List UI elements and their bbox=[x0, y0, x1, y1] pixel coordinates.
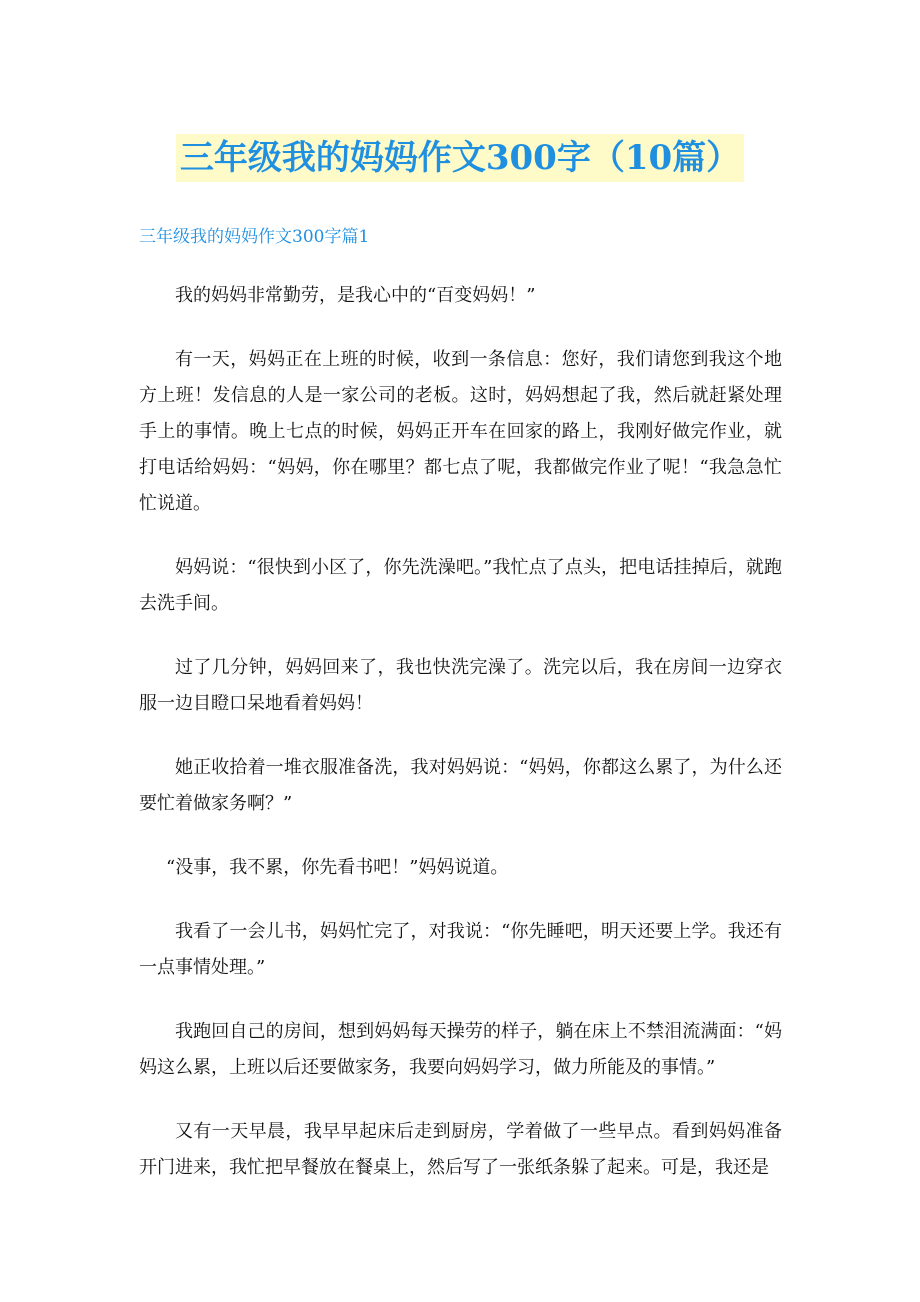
paragraph: 她正收拾着一堆衣服准备洗，我对妈妈说：“妈妈，你都这么累了，为什么还要忙着做家务啊？” bbox=[139, 757, 782, 814]
paragraph: 妈妈说：“很快到小区了，你先洗澡吧。”我忙点了点头，把电话挂掉后，就跑去洗手间。 bbox=[139, 557, 782, 614]
paragraph: “没事，我不累，你先看书吧！”妈妈说道。 bbox=[166, 857, 509, 878]
section-heading: 三年级我的妈妈作文300字篇1 bbox=[139, 227, 370, 247]
paragraph: 又有一天早晨，我早早起床后走到厨房，学着做了一些早点。看到妈妈准备开门进来，我忙把早餐放在餐桌上，然后写了一张纸条躲了起来。可是，我还是 bbox=[139, 1121, 782, 1178]
paragraph: 有一天，妈妈正在上班的时候，收到一条信息：您好，我们请您到我这个地方上班！发信息的人是一家公司的老板。这时，妈妈想起了我，然后就赶紧处理手上的事情。晚上七点的时候，妈妈正开车在回家的路上，我刚好做完作业，就打电话给妈妈：“妈妈，你在哪里？都七点了呢，我都做完作业了呢！“我急急忙忙说道。 bbox=[139, 349, 782, 514]
document-title: 三年级我的妈妈作文300字（10篇） bbox=[176, 134, 744, 182]
title-container bbox=[0, 134, 920, 182]
article-body bbox=[139, 278, 782, 1214]
paragraph: 我跑回自己的房间，想到妈妈每天操劳的样子，躺在床上不禁泪流满面：“妈妈这么累，上班以后还要做家务，我要向妈妈学习，做力所能及的事情。” bbox=[139, 1021, 782, 1078]
paragraph: 我的妈妈非常勤劳，是我心中的“百变妈妈！” bbox=[175, 285, 536, 306]
paragraph: 过了几分钟，妈妈回来了，我也快洗完澡了。洗完以后，我在房间一边穿衣服一边目瞪口呆地看着妈妈！ bbox=[139, 657, 782, 714]
paragraph: 我看了一会儿书，妈妈忙完了，对我说：“你先睡吧，明天还要上学。我还有一点事情处理。” bbox=[139, 921, 782, 978]
